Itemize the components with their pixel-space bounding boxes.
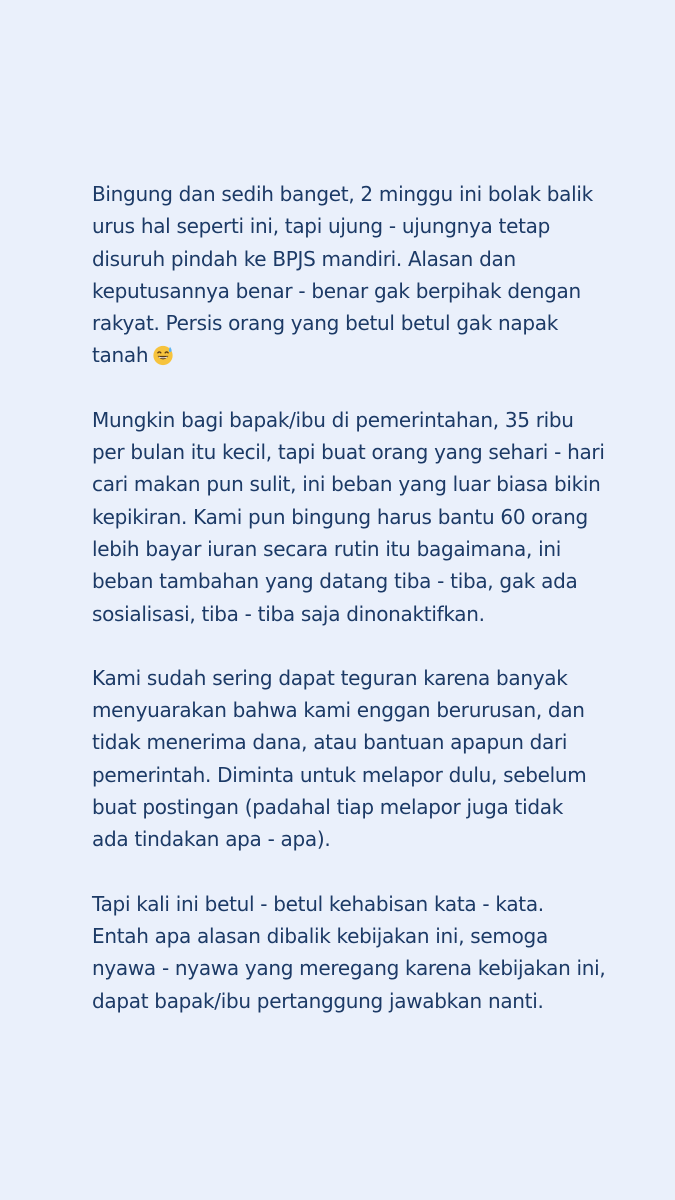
text-line-with-emoji: [92, 339, 612, 371]
paragraph-1: [92, 178, 612, 372]
text-line: disuruh pindah ke BPJS mandiri. Alasan dan: [92, 246, 516, 271]
text-line: Kami sudah sering dapat teguran karena banyak: [92, 665, 568, 690]
text-line: beban tambahan yang datang tiba - tiba, gak ada: [92, 569, 578, 594]
text-line: tidak menerima dana, atau bantuan apapun dari: [92, 730, 568, 755]
paragraph-2: [92, 404, 612, 630]
text-line: rakyat. Persis orang yang betul betul gak napak: [92, 311, 559, 336]
text-line: Mungkin bagi bapak/ibu di pemerintahan, 35 ribu: [92, 407, 574, 432]
text-line: nyawa - nyawa yang meregang karena kebijakan ini,: [92, 956, 606, 981]
text-line: lebih bayar iuran secara rutin itu bagaimana, ini: [92, 536, 562, 561]
text-line: buat postingan (padahal tiap melapor juga tidak: [92, 795, 563, 820]
text-line: Bingung dan sedih banget, 2 minggu ini bolak balik: [92, 182, 593, 206]
story-text: [92, 178, 612, 1049]
text-line: keputusannya benar - benar gak berpihak dengan: [92, 278, 581, 303]
text-line: cari makan pun sulit, ini beban yang luar biasa bikin: [92, 472, 601, 497]
text-line: Tapi kali ini betul - betul kehabisan kata - kata.: [92, 891, 544, 916]
text-line: Entah apa alasan dibalik kebijakan ini, semoga: [92, 923, 548, 948]
text-line: tanah: [92, 343, 149, 368]
grinning-sweat-face-icon: [152, 344, 174, 366]
text-line: ada tindakan apa - apa).: [92, 827, 331, 852]
text-line: per bulan itu kecil, tapi buat orang yang sehari - hari: [92, 440, 605, 465]
text-line: sosialisasi, tiba - tiba saja dinonaktifkan.: [92, 601, 485, 626]
text-line: pemerintah. Diminta untuk melapor dulu, sebelum: [92, 762, 587, 787]
paragraph-4: [92, 888, 612, 1017]
paragraph-3: [92, 662, 612, 856]
text-line: dapat bapak/ibu pertanggung jawabkan nanti.: [92, 988, 544, 1013]
text-line: menyuarakan bahwa kami enggan berurusan, dan: [92, 698, 585, 723]
text-line: kepikiran. Kami pun bingung harus bantu 60 orang: [92, 504, 588, 529]
text-line: urus hal seperti ini, tapi ujung - ujungnya tetap: [92, 214, 550, 239]
